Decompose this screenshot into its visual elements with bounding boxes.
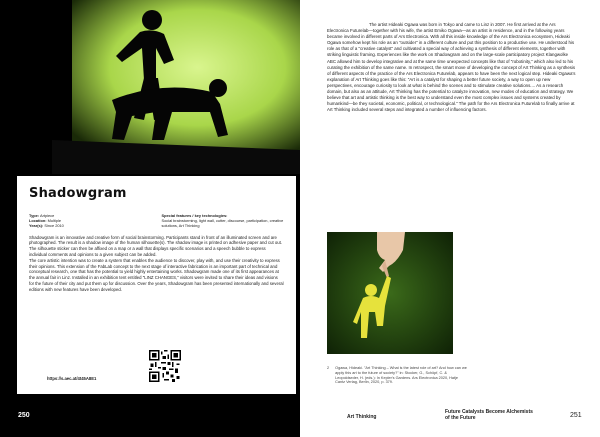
description-paragraph-1: Shadowgram is an innovative and creative form of social brainstorming. Participants stand in front of an illuminated screen and are photographed. The result is a shadow image of the human silhouette(s). The shadow image is printed on adhesive paper and cut out. The silhouette sticker can then be affixed on a map or a wall that displays specific scenarios and a speech bubble to express individual comments and opinions to a given subject can be added. xyxy=(29,234,283,257)
hand-silhouette-photo xyxy=(327,232,453,354)
running-footer-chapter: Future Catalysts Become Alchemists of the Future xyxy=(445,409,533,421)
features-heading: Special features / key technologies: xyxy=(161,213,228,218)
project-card xyxy=(17,176,296,394)
years-label: Year(s): xyxy=(29,223,44,229)
article-paragraph: The artist Hideaki Ogawa was born in Tokyo and came to Linz in 2007. He first arrived at the Ars Electronica Futurelab—together with his wife, the artist Emiko Ogawa—as an artist in residence, and in the following years became involved in different parts of Ars Electronica. With all this inside knowledge of the Ars Electronica ecosystem, Hideaki Ogawa somehow kept his role as an "outsider" in a different culture and put this position to a productive use. He understood his role as that of a "creative catalyst" and cultivated a special way of achieving a synthesis of different elements, together with striking linguistic framing. Experiences like the work on Shadowgram and on the large-scale participatory project Klangwolke ABC allowed him to develop integrative and at the same time unexpected concepts like that of "robotinity," which also led to his curating the exhibition of the same name. In retrospect, the smart move of developing the concept of Art Thinking as a synthesis of different aspects of the practice of the Ars Electronica Futurelab, appears to have been the next logical step. Hideaki Ogawa's explanation of Art Thinking goes like this: "Art is a catalyst for shaping a better future society, a way to open up new perspectives, encourage curiosity to look at what is behind the scenes and to stimulate creative solutions.... As a research domain, but also as an attitude, Art Thinking has the potential to catalyze innovation, new modes of education and strategy. We believe that art and artistic thinking is the best way to understand even the most complex issues and systems created by humankind—be they societal, economic, political, or technological." The path for the Ars Electronica Futurelab to finally arrive at Art Thinking included several steps and integrated a number of influencing factors. xyxy=(327,22,576,113)
location-label: Location: xyxy=(29,218,47,224)
footnote-text: Ogawa, Hideaki. "Art Thinking – What is the latest role of art? And how can we apply this art to the future of society?" in: Stocker, G., Schöpf, C. & Leopoldseder, H. (eds.): In Kepler's Gardens. Ars Electronica 2020, Hatje Cantz Verlag, Berlin, 2020, p. 379. xyxy=(335,366,467,385)
right-page xyxy=(300,0,600,437)
meta-right xyxy=(162,213,287,229)
project-title: Shadowgram xyxy=(29,186,127,201)
meta-left xyxy=(29,213,154,229)
short-url[interactable]: https://s.aec.at/4t45A8E1 xyxy=(47,376,97,381)
article-body xyxy=(327,22,577,113)
description-paragraph-2: The core artistic intention was to create a system that enables the audience to discover, play with, and use their creativity to express their opinions. This extension of the FabLab concept to the next stage of interactive fabrication is an important part of technical and conceptual research, one that has the potential to yield highly entertaining works. Shadowgram made one of its first appearances at the annual fair in Linz. Installed in an exhibition tent entitled "LINZ CHANGES," visitors were invited to share their ideas and visions for the future of their city and put them up for discussion. Over the years, Shadowgram has been presented internationally and several editions with new features have been developed. xyxy=(29,257,284,292)
years-value: Since 2010 xyxy=(44,223,64,229)
type-label: Type: xyxy=(29,213,40,218)
qr-code[interactable] xyxy=(149,350,181,382)
footnote xyxy=(327,366,467,385)
project-description xyxy=(29,235,284,293)
project-meta xyxy=(29,213,286,229)
type-value: Artpiece xyxy=(39,213,55,218)
footnote-number: 2 xyxy=(327,366,330,370)
shadowgram-photo xyxy=(52,0,300,174)
page-number-left: 250 xyxy=(18,412,30,419)
features-value: Social brainstorming, light wall, cutter, discourse, participation, creative solutions, Art Thinking xyxy=(161,218,284,229)
running-footer-section: Art Thinking xyxy=(347,414,377,420)
page-number-right: 251 xyxy=(570,412,582,419)
location-value: Multiple xyxy=(47,218,62,224)
